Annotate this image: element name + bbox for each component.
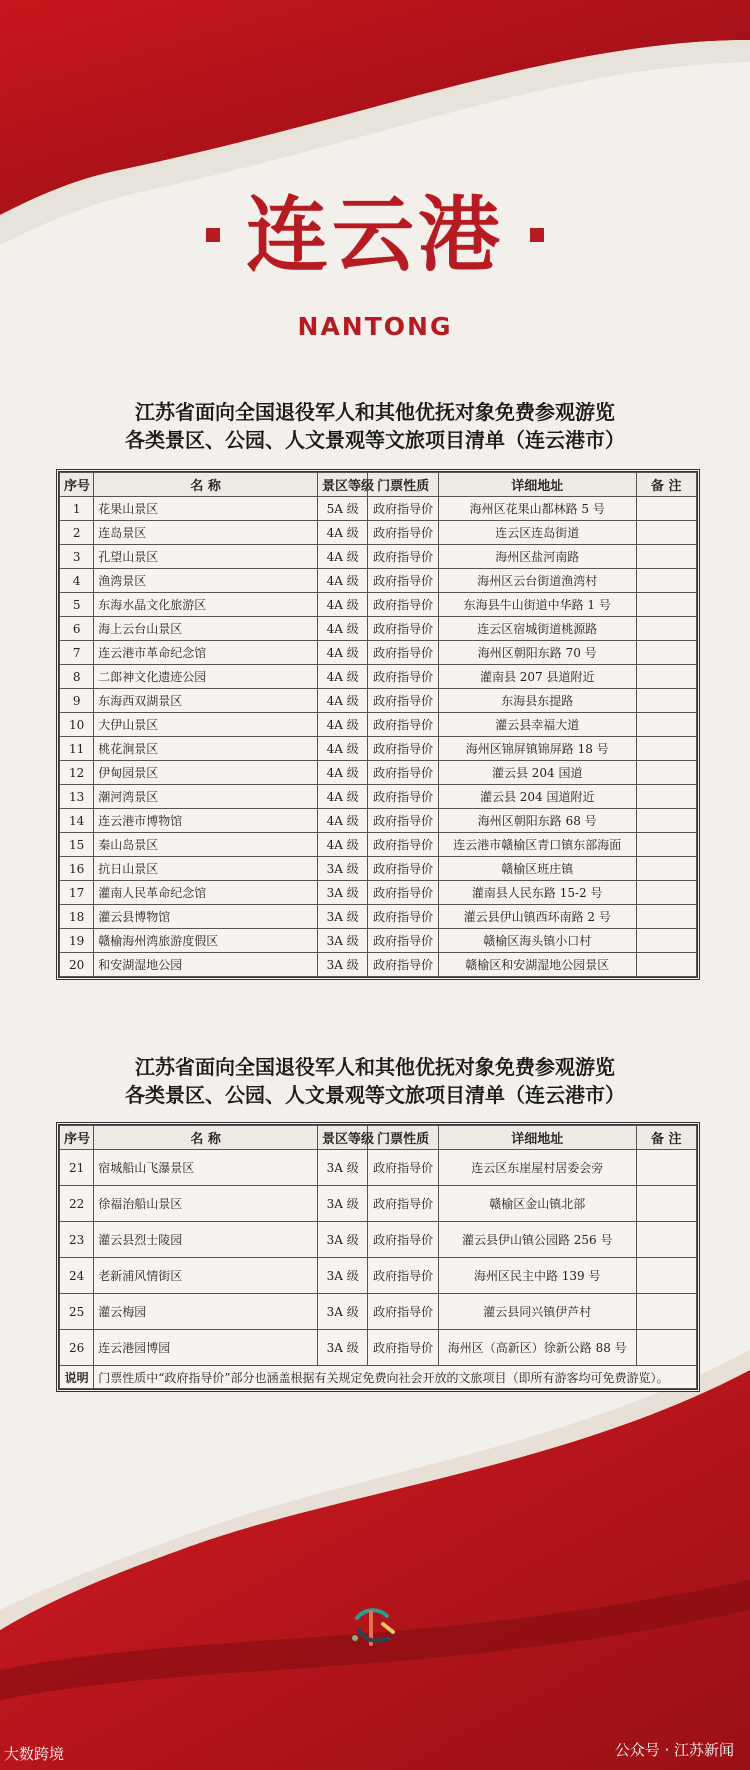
table-row [60,1186,697,1222]
column-header: 备 注 [636,473,697,497]
address-cell: 海州区民主中路 139 号 [438,1258,636,1294]
scenic-level-cell: 4A 级 [318,737,368,761]
table-row [60,953,697,977]
scenic-level-cell: 4A 级 [318,689,368,713]
row-number-cell: 6 [60,617,94,641]
scenic-level-cell: 3A 级 [318,881,368,905]
scenic-level-cell: 3A 级 [318,953,368,977]
attraction-name-cell: 连云港园博园 [94,1330,318,1366]
table-row [60,569,697,593]
scenic-level-cell: 4A 级 [318,713,368,737]
address-cell: 海州区云台街道渔湾村 [438,569,636,593]
remark-cell [636,617,697,641]
table-row [60,641,697,665]
watermark-left: 大数跨境 [4,1745,65,1763]
scenic-level-cell: 3A 级 [318,857,368,881]
remark-cell [636,665,697,689]
table-row [60,617,697,641]
row-number-cell: 4 [60,569,94,593]
section1-heading-line1: 江苏省面向全国退役军人和其他优抚对象免费参观游览 [135,400,615,424]
remark-cell [636,1186,697,1222]
scenic-level-cell: 4A 级 [318,521,368,545]
ticket-type-cell: 政府指导价 [368,1258,439,1294]
ticket-type-cell: 政府指导价 [368,617,439,641]
section2-heading [0,1053,750,1109]
scenic-level-cell: 4A 级 [318,809,368,833]
address-cell: 连云区连岛街道 [438,521,636,545]
table1-header-row [60,473,697,497]
scenic-level-cell: 3A 级 [318,1150,368,1186]
ticket-type-cell: 政府指导价 [368,905,439,929]
remark-cell [636,905,697,929]
remark-cell [636,953,697,977]
attraction-name-cell: 连岛景区 [94,521,318,545]
ticket-type-cell: 政府指导价 [368,641,439,665]
column-header: 详细地址 [438,473,636,497]
attraction-name-cell: 灌南人民革命纪念馆 [94,881,318,905]
column-header: 门票性质 [368,1126,439,1150]
section2-heading-line2: 各类景区、公园、人文景观等文旅项目清单（连云港市） [125,1083,625,1107]
address-cell: 灌云县幸福大道 [438,713,636,737]
row-number-cell: 10 [60,713,94,737]
address-cell: 灌云县 204 国道 [438,761,636,785]
remark-cell [636,713,697,737]
address-cell: 灌云县 204 国道附近 [438,785,636,809]
address-cell: 赣榆区海头镇小口村 [438,929,636,953]
scenic-level-cell: 3A 级 [318,905,368,929]
ticket-type-cell: 政府指导价 [368,809,439,833]
scenic-level-cell: 4A 级 [318,569,368,593]
attraction-name-cell: 和安湖湿地公园 [94,953,318,977]
column-header: 序号 [60,1126,94,1150]
remark-cell [636,929,697,953]
row-number-cell: 2 [60,521,94,545]
attraction-name-cell: 二郎神文化遗迹公园 [94,665,318,689]
address-cell: 赣榆区班庄镇 [438,857,636,881]
attraction-name-cell: 东海水晶文化旅游区 [94,593,318,617]
address-cell: 赣榆区和安湖湿地公园景区 [438,953,636,977]
scenic-level-cell: 5A 级 [318,497,368,521]
ticket-type-cell: 政府指导价 [368,569,439,593]
address-cell: 海州区锦屏镇锦屏路 18 号 [438,737,636,761]
attraction-name-cell: 海上云台山景区 [94,617,318,641]
remark-cell [636,497,697,521]
address-cell: 灌南县人民东路 15-2 号 [438,881,636,905]
attraction-name-cell: 连云港市博物馆 [94,809,318,833]
table-row [60,713,697,737]
address-cell: 海州区朝阳东路 68 号 [438,809,636,833]
attraction-name-cell: 宿城船山飞瀑景区 [94,1150,318,1186]
scenic-level-cell: 3A 级 [318,1258,368,1294]
table-row [60,809,697,833]
ticket-type-cell: 政府指导价 [368,761,439,785]
column-header: 详细地址 [438,1126,636,1150]
attraction-name-cell: 潮河湾景区 [94,785,318,809]
row-number-cell: 1 [60,497,94,521]
row-number-cell: 22 [60,1186,94,1222]
remark-cell [636,737,697,761]
scenic-level-cell: 3A 级 [318,1294,368,1330]
table-row [60,1150,697,1186]
remark-cell [636,545,697,569]
table2-note-row [60,1366,697,1389]
ticket-type-cell: 政府指导价 [368,857,439,881]
jiangsu-tourism-logo [335,1600,415,1670]
remark-cell [636,1150,697,1186]
scenic-level-cell: 4A 级 [318,593,368,617]
remark-cell [636,641,697,665]
ticket-type-cell: 政府指导价 [368,689,439,713]
column-header: 景区等级 [318,473,368,497]
attraction-name-cell: 东海西双湖景区 [94,689,318,713]
note-label: 说明 [60,1366,94,1389]
remark-cell [636,569,697,593]
attraction-name-cell: 徐福治船山景区 [94,1186,318,1222]
table-row [60,785,697,809]
row-number-cell: 14 [60,809,94,833]
table-row [60,1222,697,1258]
section1-heading [0,398,750,454]
title-right-dot [530,228,544,242]
address-cell: 东海县牛山街道中华路 1 号 [438,593,636,617]
section2-heading-line1: 江苏省面向全国退役军人和其他优抚对象免费参观游览 [135,1055,615,1079]
jiangsu-logo-icon [335,1600,415,1670]
ticket-type-cell: 政府指导价 [368,713,439,737]
ticket-type-cell: 政府指导价 [368,1150,439,1186]
address-cell: 连云区东崖屋村居委会旁 [438,1150,636,1186]
scenic-level-cell: 3A 级 [318,1186,368,1222]
ticket-type-cell: 政府指导价 [368,1186,439,1222]
ticket-type-cell: 政府指导价 [368,521,439,545]
ticket-type-cell: 政府指导价 [368,953,439,977]
scenic-level-cell: 4A 级 [318,617,368,641]
watermark-right: 公众号 · 江苏新闻 [614,1741,734,1759]
ticket-type-cell: 政府指导价 [368,881,439,905]
column-header: 景区等级 [318,1126,368,1150]
city-title [0,170,750,287]
ticket-type-cell: 政府指导价 [368,1294,439,1330]
address-cell: 灌南县 207 县道附近 [438,665,636,689]
ticket-type-cell: 政府指导价 [368,497,439,521]
ticket-type-cell: 政府指导价 [368,833,439,857]
row-number-cell: 16 [60,857,94,881]
remark-cell [636,833,697,857]
attraction-name-cell: 灌云梅园 [94,1294,318,1330]
column-header: 备 注 [636,1126,697,1150]
table-row [60,545,697,569]
table-row [60,1294,697,1330]
attraction-name-cell: 孔望山景区 [94,545,318,569]
remark-cell [636,1258,697,1294]
table-row [60,929,697,953]
address-cell: 灌云县同兴镇伊芦村 [438,1294,636,1330]
remark-cell [636,689,697,713]
table-row [60,1330,697,1366]
remark-cell [636,593,697,617]
row-number-cell: 19 [60,929,94,953]
address-cell: 连云港市赣榆区青口镇东部海面 [438,833,636,857]
row-number-cell: 11 [60,737,94,761]
address-cell: 连云区宿城街道桃源路 [438,617,636,641]
city-title-text: 连云港 [245,188,504,283]
row-number-cell: 17 [60,881,94,905]
column-header: 名 称 [94,473,318,497]
table-row [60,761,697,785]
address-cell: 海州区盐河南路 [438,545,636,569]
row-number-cell: 20 [60,953,94,977]
row-number-cell: 24 [60,1258,94,1294]
title-left-dot [206,228,220,242]
attraction-name-cell: 灌云县烈士陵园 [94,1222,318,1258]
scenic-level-cell: 4A 级 [318,545,368,569]
row-number-cell: 23 [60,1222,94,1258]
ticket-type-cell: 政府指导价 [368,785,439,809]
remark-cell [636,1294,697,1330]
attraction-name-cell: 花果山景区 [94,497,318,521]
table-row [60,521,697,545]
table-row [60,737,697,761]
column-header: 名 称 [94,1126,318,1150]
table-row [60,665,697,689]
remark-cell [636,809,697,833]
scenic-level-cell: 3A 级 [318,1222,368,1258]
attraction-name-cell: 伊甸园景区 [94,761,318,785]
attraction-name-cell: 大伊山景区 [94,713,318,737]
row-number-cell: 3 [60,545,94,569]
row-number-cell: 15 [60,833,94,857]
attraction-name-cell: 老新浦风情街区 [94,1258,318,1294]
column-header: 序号 [60,473,94,497]
row-number-cell: 25 [60,1294,94,1330]
row-number-cell: 21 [60,1150,94,1186]
scenic-level-cell: 4A 级 [318,665,368,689]
row-number-cell: 5 [60,593,94,617]
row-number-cell: 26 [60,1330,94,1366]
address-cell: 海州区花果山都林路 5 号 [438,497,636,521]
remark-cell [636,1330,697,1366]
table-row [60,857,697,881]
row-number-cell: 18 [60,905,94,929]
attraction-name-cell: 抗日山景区 [94,857,318,881]
address-cell: 赣榆区金山镇北部 [438,1186,636,1222]
ticket-type-cell: 政府指导价 [368,737,439,761]
remark-cell [636,881,697,905]
remark-cell [636,1222,697,1258]
scenic-level-cell: 4A 级 [318,641,368,665]
address-cell: 海州区（高新区）徐新公路 88 号 [438,1330,636,1366]
address-cell: 海州区朝阳东路 70 号 [438,641,636,665]
scenic-level-cell: 4A 级 [318,761,368,785]
row-number-cell: 9 [60,689,94,713]
table-row [60,833,697,857]
ticket-type-cell: 政府指导价 [368,545,439,569]
scenic-level-cell: 3A 级 [318,929,368,953]
ticket-type-cell: 政府指导价 [368,665,439,689]
remark-cell [636,785,697,809]
attractions-table-1 [56,469,700,980]
ticket-type-cell: 政府指导价 [368,593,439,617]
ticket-type-cell: 政府指导价 [368,1222,439,1258]
attraction-name-cell: 秦山岛景区 [94,833,318,857]
city-subtitle: NANTONG [297,312,453,341]
address-cell: 东海县东提路 [438,689,636,713]
scenic-level-cell: 4A 级 [318,833,368,857]
attraction-name-cell: 赣榆海州湾旅游度假区 [94,929,318,953]
ticket-type-cell: 政府指导价 [368,1330,439,1366]
table-row [60,593,697,617]
table2-header-row [60,1126,697,1150]
table-row [60,1258,697,1294]
remark-cell [636,521,697,545]
remark-cell [636,761,697,785]
address-cell: 灌云县伊山镇西环南路 2 号 [438,905,636,929]
row-number-cell: 7 [60,641,94,665]
attractions-table-2 [56,1122,700,1392]
table-row [60,905,697,929]
attraction-name-cell: 渔湾景区 [94,569,318,593]
note-text: 门票性质中“政府指导价”部分也涵盖根据有关规定免费向社会开放的文旅项目（即所有游客均可免费游览）。 [94,1366,697,1389]
scenic-level-cell: 4A 级 [318,785,368,809]
ticket-type-cell: 政府指导价 [368,929,439,953]
remark-cell [636,857,697,881]
scenic-level-cell: 3A 级 [318,1330,368,1366]
address-cell: 灌云县伊山镇公园路 256 号 [438,1222,636,1258]
section1-heading-line2: 各类景区、公园、人文景观等文旅项目清单（连云港市） [125,428,625,452]
row-number-cell: 12 [60,761,94,785]
attraction-name-cell: 连云港市革命纪念馆 [94,641,318,665]
table-row [60,497,697,521]
column-header: 门票性质 [368,473,439,497]
row-number-cell: 8 [60,665,94,689]
table-row [60,689,697,713]
table-row [60,881,697,905]
row-number-cell: 13 [60,785,94,809]
attraction-name-cell: 灌云县博物馆 [94,905,318,929]
attraction-name-cell: 桃花涧景区 [94,737,318,761]
